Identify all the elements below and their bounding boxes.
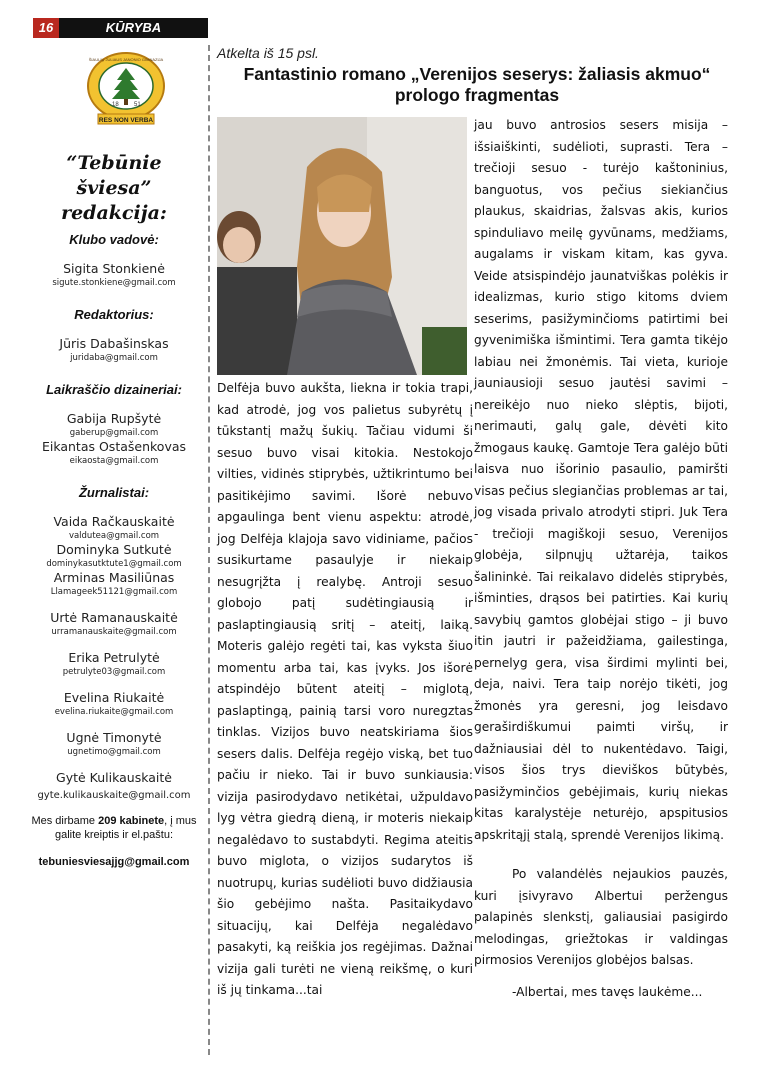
journalist-name: Erika Petrulytė [68, 650, 160, 665]
office-note-prefix: Mes dirbame [31, 815, 99, 827]
club-leader-label: Klubo vadovė: [69, 232, 159, 247]
club-leader-email[interactable]: sigute.stonkiene@gmail.com [52, 278, 176, 288]
office-note-suffix: , į mus galite kreiptis ir el.paštu: [55, 815, 197, 841]
column-divider [208, 45, 210, 1055]
article-photo [217, 117, 467, 375]
journalist-email[interactable]: petrulyte03@gmail.com [62, 667, 166, 677]
designer-email[interactable]: gaberup@gmail.com [69, 428, 159, 438]
journalist-name: Ugnė Timonytė [66, 730, 162, 745]
article-title: Fantastinio romano „Verenijos seserys: žaliasis akmuo“ prologo fragmentas [243, 64, 711, 105]
journalist-email[interactable]: gyte.kulikauskaite@gmail.com [37, 790, 191, 801]
article-paragraph: Po valandėlės nejaukios pauzės, kuri įsivyravo Albertui peržengus palapinės slenkstį, galiausiai pasigirdo melodingas, griežtokas ir valdingas pirmosios Verenijos globėjos balsas. [474, 867, 728, 967]
crest-school-name: ŠIAULIŲ JULIAUS JANONIO GIMNAZIJA [88, 57, 164, 62]
designer-email[interactable]: eikaosta@gmail.com [69, 456, 159, 466]
article-column-left [217, 378, 473, 1002]
article-column-right [474, 115, 728, 1003]
editorial-heading-line2: šviesa” [76, 177, 152, 199]
page-number: 16 [33, 18, 59, 38]
article-paragraph: jau buvo antrosios sesers misija – išsiaiškinti, sudėlioti, suprasti. Tera – trečioji sesuo - turėjo kaštoninius, banguotus, vos pečius siekiančius plaukus, skaidrias, žalsvas akis, kurios spinduliavo meilę gyvūnams, medžiams, augalams ir viskam kitam, kas gyva. Veide atsispindėjo jaunatviškas polėkis ir idealizmas, kurio stigo kitoms dviem seserims, pasižyminčioms patirtimi bei gyvenimiška išmintimi. Tera gamta tikėjo labiau nei žmonėmis. Tai vieta, kurioje jauniausioji sesuo jautėsi savimi – nereikėjo nuo nieko slėptis, bijoti, nerimauti, galų gale, dėvėti kito žmogaus kaukę. Gamtoje Tera galėjo būti laisva nuo išorinio pasaulio, pamiršti visas pečius slegiančias problemas ar tai, jog visada privalo atrodyti stipri. Juk Tera - trečioji magiškoji sesuo, Verenijos globėja, silpnųjų užtarėja, taikos šalininkė. Tai reikalavo didelės stiprybės, išminties, drąsos bei patirties. Kai kurių savybių gamtos globėjai stigo – ji buvo itin jautri ir pažeidžiama, gailestinga, pernelyg gera, visa širdimi mylinti bei, deja, naivi. Tera taip norėjo tikėti, jog žmonės yra geresni, jog leisdavo geraširdiškumui paimti viršų, ir dažniausiai dėl to nukentėdavo. Taigi, visos šios trys dieviškos būtybės, pasižyminčios gebėjimais, kurių niekas kitas karalystėje neturėjo, apspitusios apskritąjį stalą, sprendė Verenijos likimą. [474, 118, 728, 842]
editorial-sidebar [20, 145, 208, 868]
page-header [33, 18, 208, 38]
continued-from-note: Atkelta iš 15 psl. [217, 45, 319, 61]
journalist-name: Gytė Kulikauskaitė [56, 770, 172, 785]
editor-email[interactable]: juridaba@gmail.com [70, 353, 158, 363]
crest-motto: RES NON VERBA [98, 117, 154, 124]
editor-name: Jūris Dabašinskas [59, 336, 169, 351]
journalist-name: Dominyka Sutkutė [56, 542, 172, 557]
editorial-heading [20, 151, 208, 226]
journalist-name: Evelina Riukaitė [63, 690, 165, 705]
designer-name: Eikantas Ostašenkovas [41, 439, 187, 454]
journalist-email[interactable]: ugnetimo@gmail.com [67, 747, 161, 757]
crest-year-left: 18 [112, 102, 119, 108]
journalists-label: Žurnalistai: [78, 485, 150, 500]
journalist-email[interactable]: valdutea@gmail.com [68, 531, 160, 541]
editorial-heading-line3: redakcija: [61, 202, 167, 224]
crest-year-right: 51 [134, 102, 141, 108]
journalist-email[interactable]: evelina.riukaite@gmail.com [54, 707, 174, 717]
section-title: KŪRYBA [105, 20, 162, 35]
journalist-email[interactable]: dominykasutktute1@gmail.com [46, 559, 182, 569]
journalist-email[interactable]: urramanauskaite@gmail.com [51, 627, 177, 637]
article-paragraph: Delfėja buvo aukšta, liekna ir tokia trapi, kad atrodė, jog vos palietus subyrėtų į tūkstantį mažų šukių. Tačiau vidumi ši sesuo buvo visai kitokia. Nestokojo vilties, vidinės stiprybės, užtikrintumo bei pasitikėjimo savimi. Išorė nebuvo apgaulinga bent vienu aspektu: atrodė, jog Delfėja klajoja savo vidiniame, pačios susikurtame pasaulyje ir niekaip nesugrįžta į realybę. Antroji sesuo globojo patį sudėtingiausią ir paslaptingiausią sritį – ateitį, laiką. Moteris galėjo regėti tai, kas vyksta šiuo momentu arba tai, kas įvyks. Jos išorė atspindėjo būtent ateitį – miglotą, paslaptingą, painią tarsi voro nuregztas tinklas. Vizijos buvo neatskiriama šios sesers dalis. Delfėja regėjo viską, bet tuo pačiu ir nieko. Tai ir buvo sunkiausia: vizija pasirodydavo netikėtai, užpuldavo lyg vėtra giedrą dieną, ir moteris niekaip negalėdavo to sustabdyti. Regima ateitis buvo miglota, o vizijos sudarytos iš nuotrupų, kurias sudėlioti buvo didžiausia šio gebėjimo našta. Pasitaikydavo situacijų, kai Delfėja negalėdavo pasakyti, ką reiškia jos regėjimas. Dažnai vizija gali turėti ne vieną reikšmę, o kuri iš jų tinkama...tai [217, 381, 473, 997]
editor-label: Redaktorius: [74, 307, 154, 322]
contact-email[interactable]: tebuniesviesajjg@gmail.com [38, 856, 190, 868]
editorial-heading-line1: “Tebūnie [66, 152, 162, 174]
article-dialog: -Albertai, mes tavęs laukėme... [512, 984, 703, 999]
designer-name: Gabija Rupšytė [66, 411, 162, 426]
journalist-name: Urtė Ramanauskaitė [50, 610, 178, 625]
journalist-name: Vaida Račkauskaitė [53, 514, 175, 529]
school-crest-logo [86, 52, 166, 128]
journalist-email[interactable]: Llamageek51121@gmail.com [50, 587, 178, 597]
office-room: 209 kabinete [98, 815, 165, 827]
club-leader-name: Sigita Stonkienė [63, 261, 165, 276]
journalist-name: Arminas Masiliūnas [53, 570, 175, 585]
office-note [20, 814, 208, 842]
designers-label: Laikraščio dizaineriai: [46, 382, 182, 397]
